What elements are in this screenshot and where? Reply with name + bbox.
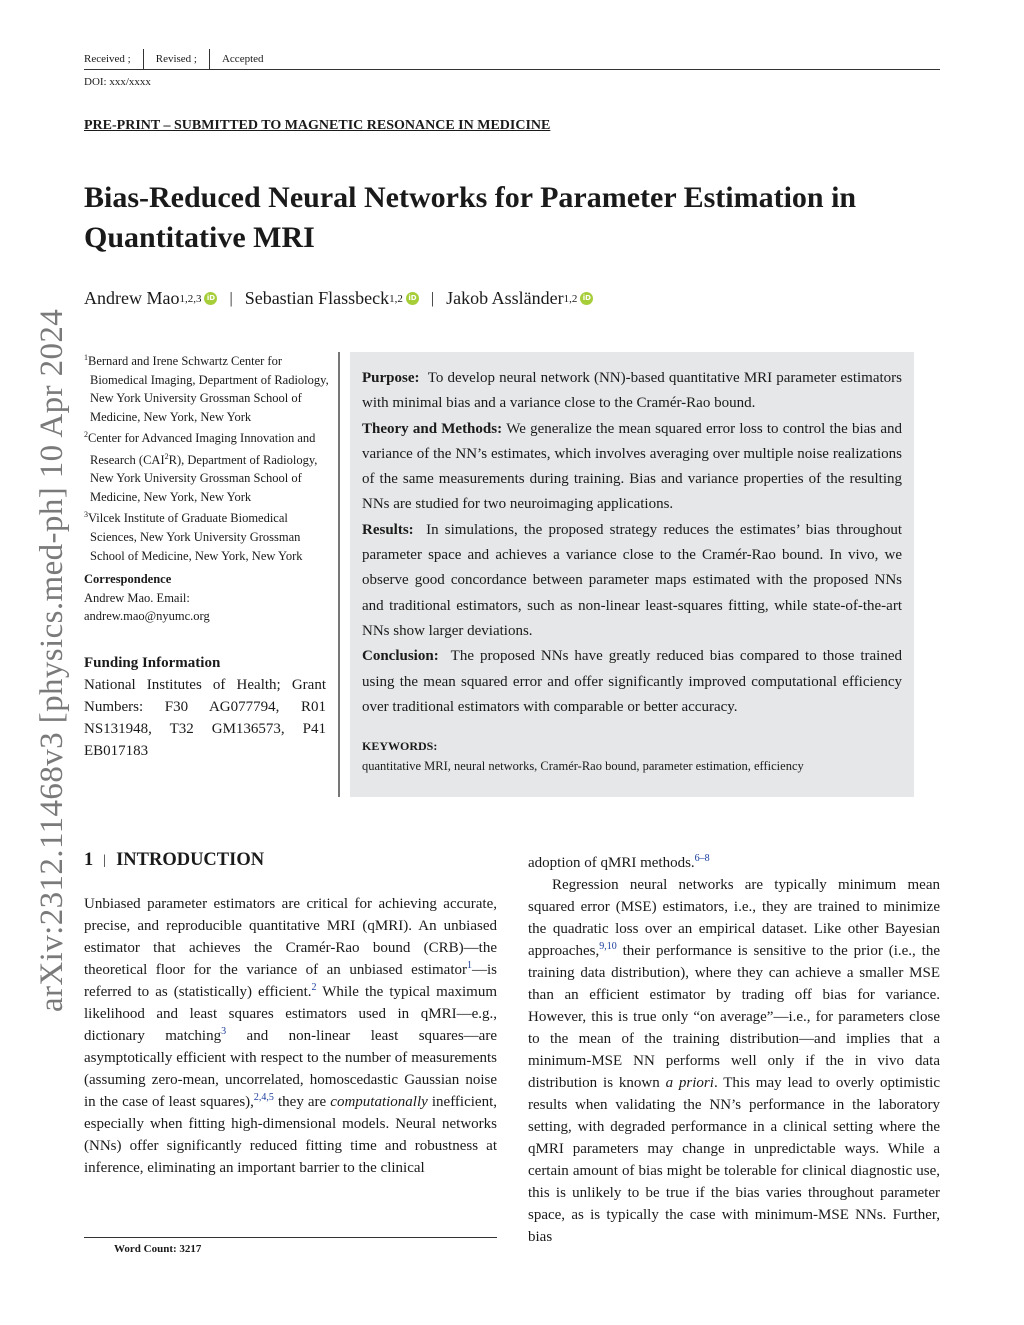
theory-text: We generalize the mean squared error loss to control the bias and variance of the NN’s estimates, which involves averaging over multiple noise realizations of the same measurements during training. Bias and variance properties of the resulting NNs are studied for two neuroimaging applications. bbox=[362, 420, 902, 513]
funding-heading: Funding Information bbox=[84, 655, 221, 671]
abstract-divider bbox=[338, 352, 340, 797]
orcid-icon[interactable]: iD bbox=[406, 292, 419, 305]
body-text: their performance is sensitive to the prior (i.e., the training data distribution), where they can achieve a smaller MSE than an efficient estimator by trading off bias for variance. However, this is true only “on average”—i.e., for parameters close to the mean of the training distribution—and implies that a minimum-MSE NN performs well only if the in vivo data distribution is known bbox=[528, 943, 940, 1091]
citation-link[interactable]: 1 bbox=[466, 960, 472, 971]
citation-link[interactable]: 9,10 bbox=[599, 941, 617, 952]
body-text: Regression neural networks are typically minimum mean squared error (MSE) estimators, i.e., they are trained to minimize the quadratic loss over an empirical dataset. Like other Bayesian approaches, bbox=[528, 877, 940, 959]
emphasis-text: a priori bbox=[665, 1075, 714, 1091]
author-affil-sup: 1,2,3 bbox=[179, 292, 202, 305]
affil-text: R), Department of Radiology, New York University Grossman School of Medicine, New York, New York bbox=[90, 452, 318, 504]
body-text: and non-linear least squares—are asymptotically efficient with respect to the number of measurements (assuming zero-mean, uncorrelated, homoscedastic Gaussian noise in the case of least squares), bbox=[84, 1028, 497, 1110]
author-name: Sebastian Flassbeck bbox=[244, 288, 390, 308]
keywords-heading: KEYWORDS: bbox=[362, 739, 438, 753]
paper-title: Bias-Reduced Neural Networks for Parameter Estimation in Quantitative MRI bbox=[84, 181, 857, 254]
conclusion-label: Conclusion: bbox=[362, 648, 439, 665]
section-title: INTRODUCTION bbox=[116, 850, 265, 870]
paragraph bbox=[528, 852, 940, 874]
paragraph bbox=[528, 874, 940, 1248]
author-affil-sup: 1,2 bbox=[563, 292, 578, 305]
affiliations bbox=[84, 349, 329, 565]
author-affil-sup: 1,2 bbox=[389, 292, 403, 305]
affil-sup: 2 bbox=[164, 451, 169, 461]
revised-label: Revised ; bbox=[155, 53, 197, 65]
affiliation-item bbox=[84, 349, 329, 426]
purpose-label: Purpose: bbox=[362, 370, 420, 386]
section-heading bbox=[84, 850, 264, 871]
correspondence-heading: Correspondence bbox=[84, 572, 172, 586]
emphasis-text: computationally bbox=[330, 1094, 428, 1110]
affil-number: 2 bbox=[84, 430, 88, 440]
body-text: adoption of qMRI methods. bbox=[528, 855, 695, 871]
orcid-icon[interactable]: iD bbox=[204, 292, 217, 305]
affil-number: 1 bbox=[84, 353, 88, 362]
affil-number: 3 bbox=[84, 510, 88, 520]
citation-link[interactable]: 3 bbox=[221, 1026, 227, 1037]
body-text: . This may lead to overly optimistic results when validating the NN’s performance in the laboratory setting, with degraded performance in a clinical setting where the qMRI parameters may change in unpredictable ways. While a certain amount of bias might be tolerable for clinical diagnostic use, this is unlikely to be true if the bias varies throughout parameter space, as is typically the case with minimum-MSE NNs. Further, bias bbox=[528, 1075, 940, 1245]
affiliation-item bbox=[84, 426, 329, 506]
author-name: Jakob Assländer bbox=[446, 288, 564, 308]
submission-dates bbox=[84, 48, 940, 70]
affil-text: Vilcek Institute of Graduate Biomedical Sciences, New York University Grossman School of Medicine, New York, New York bbox=[88, 511, 303, 563]
citation-link[interactable]: 2,4,5 bbox=[253, 1092, 274, 1103]
results-text: In simulations, the proposed strategy reduces the estimates’ bias throughout parameter space and achieves a variance close to the Cramér-Rao bound. In vivo, we observe good concordance between parameter maps estimated with the proposed NNs and traditional estimators, such as non-linear least-squares fitting, while state-of-the-art NNs show larger deviations. bbox=[362, 521, 902, 639]
author-separator: | bbox=[430, 289, 435, 307]
received-label: Received ; bbox=[84, 53, 131, 65]
citation-link[interactable]: 6–8 bbox=[694, 853, 710, 864]
citation-link[interactable]: 2 bbox=[311, 982, 317, 993]
keywords: quantitative MRI, neural networks, Cramér-Rao bound, parameter estimation, efficiency bbox=[362, 759, 804, 773]
author-list bbox=[84, 288, 593, 309]
correspondence-name: Andrew Mao. Email: bbox=[84, 590, 190, 605]
preprint-note: PRE-PRINT – SUBMITTED TO MAGNETIC RESONANCE IN MEDICINE bbox=[84, 118, 551, 133]
correspondence bbox=[84, 570, 329, 626]
purpose-text: To develop neural network (NN)-based quantitative MRI parameter estimators with minimal bias and a variance close to the Cramér-Rao bound. bbox=[362, 370, 903, 412]
arxiv-watermark: arXiv:2312.11468v3 [physics.med-ph] 10 Apr 2024 bbox=[34, 308, 70, 1012]
correspondence-email[interactable]: andrew.mao@nyumc.org bbox=[84, 609, 210, 623]
author-name: Andrew Mao bbox=[84, 288, 180, 308]
abstract-text bbox=[362, 366, 902, 720]
funding-text: National Institutes of Health; Grant Numbers: F30 AG077794, R01 NS131948, T32 GM136573, P41 EB017183 bbox=[84, 677, 326, 759]
body-text: —is referred to as (statistically) efficient. bbox=[84, 962, 497, 1000]
header-rule bbox=[84, 69, 940, 70]
affil-text: Center for Advanced Imaging Innovation and Research (CAI bbox=[88, 431, 316, 467]
results-label: Results: bbox=[362, 521, 414, 538]
abstract-box bbox=[350, 352, 914, 797]
accepted-label: Accepted bbox=[221, 53, 264, 65]
funding-info bbox=[84, 652, 326, 762]
conclusion-text: The proposed NNs have greatly reduced bias compared to those trained using the mean squared error and offer significantly improved computational efficiency over traditional estimators with comparable or better accuracy. bbox=[362, 648, 902, 715]
word-count: Word Count: 3217 bbox=[114, 1243, 202, 1255]
author-separator: | bbox=[229, 289, 233, 307]
body-text: While the typical maximum likelihood and least squares estimators used in qMRI—e.g., dictionary matching bbox=[84, 984, 497, 1044]
affil-text: Bernard and Irene Schwartz Center for Biomedical Imaging, Department of Radiology, New York University Grossman School of Medicine, New York, New York bbox=[88, 354, 329, 424]
orcid-icon[interactable]: iD bbox=[580, 292, 593, 305]
footnote-rule bbox=[84, 1237, 497, 1238]
theory-label: Theory and Methods: bbox=[362, 420, 503, 437]
intro-column-left bbox=[84, 893, 497, 1179]
body-text: they are bbox=[273, 1094, 331, 1110]
doi: DOI: xxx/xxxx bbox=[84, 76, 151, 88]
intro-column-right bbox=[528, 852, 940, 1248]
section-separator: | bbox=[103, 852, 107, 868]
section-number: 1 bbox=[84, 850, 94, 870]
body-text: Unbiased parameter estimators are critical for achieving accurate, precise, and reproducible quantitative MRI (qMRI). An unbiased estimator that achieves the Cramér-Rao bound (CRB)—the theoretical floor for the variance of an unbiased estimator bbox=[84, 896, 497, 978]
affiliation-item bbox=[84, 506, 329, 565]
body-text: inefficient, especially when fitting high-dimensional models. Neural networks (NNs) offer significantly reduced fitting time and robustness at inference, eliminating an important barrier to the clinical bbox=[84, 1094, 497, 1176]
